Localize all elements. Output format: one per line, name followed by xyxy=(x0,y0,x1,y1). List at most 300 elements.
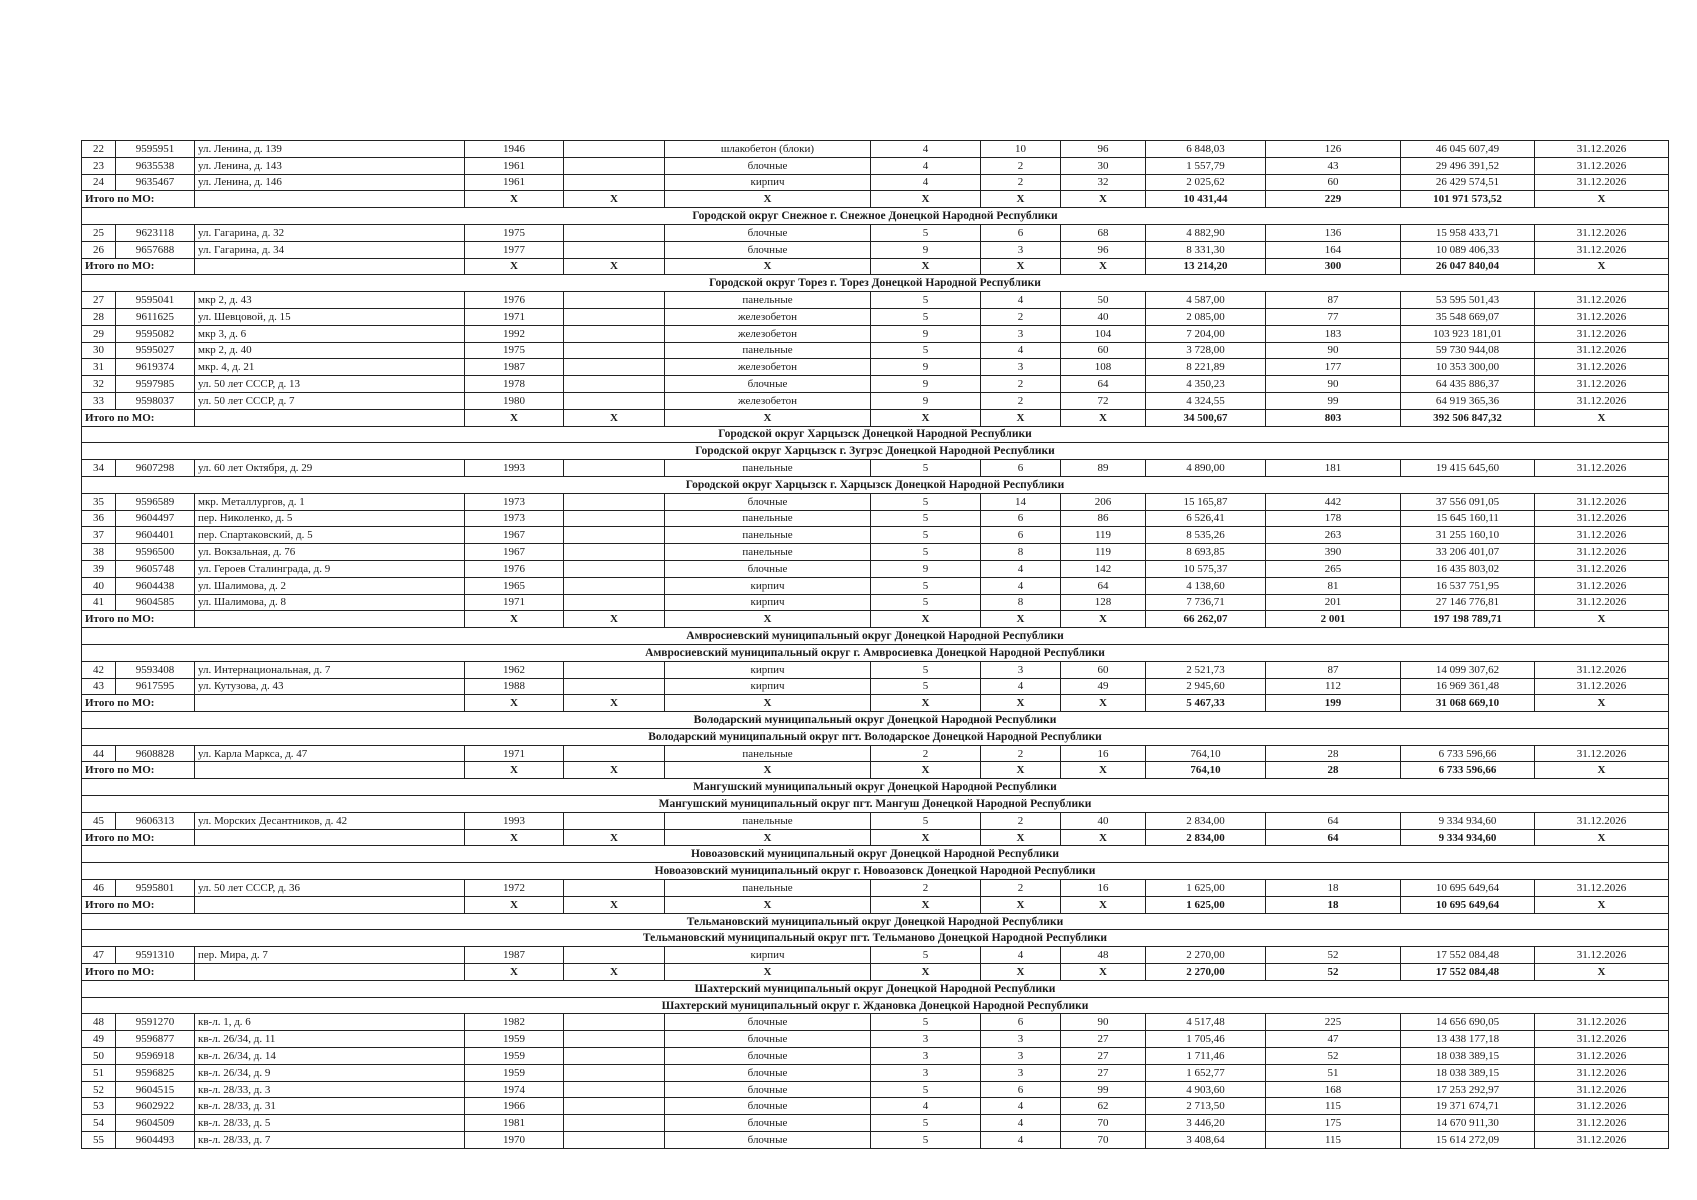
cell-cost: 10 353 300,00 xyxy=(1401,359,1535,376)
total-row xyxy=(82,829,1669,846)
cell-address: кв-л. 26/34, д. 11 xyxy=(195,1031,465,1048)
cell-residents: 115 xyxy=(1266,1132,1401,1149)
cell-area: 8 693,85 xyxy=(1146,544,1266,561)
table-row xyxy=(82,1064,1669,1081)
cell-apartments: 70 xyxy=(1061,1132,1146,1149)
cell-material: панельные xyxy=(665,292,871,309)
cell-blank xyxy=(564,224,665,241)
cell-deadline: 31.12.2026 xyxy=(1535,157,1669,174)
cell-deadline: 31.12.2026 xyxy=(1535,560,1669,577)
total-label: Итого по МО: xyxy=(82,611,195,628)
cell-floors: 9 xyxy=(871,241,981,258)
cell-floors: 3 xyxy=(871,1064,981,1081)
cell-cost: 16 435 803,02 xyxy=(1401,560,1535,577)
cell-apartments: 27 xyxy=(1061,1031,1146,1048)
total-cell-material: X xyxy=(665,191,871,208)
total-cell-address xyxy=(195,829,465,846)
cell-floors: 5 xyxy=(871,661,981,678)
cell-entrances: 3 xyxy=(981,325,1061,342)
total-cell-area: 5 467,33 xyxy=(1146,695,1266,712)
cell-cost: 14 656 690,05 xyxy=(1401,1014,1535,1031)
cell-code: 9595027 xyxy=(116,342,195,359)
cell-cost: 18 038 389,15 xyxy=(1401,1048,1535,1065)
cell-address: ул. Кутузова, д. 43 xyxy=(195,678,465,695)
cell-code: 9596500 xyxy=(116,544,195,561)
cell-address: ул. Вокзальная, д. 76 xyxy=(195,544,465,561)
section-header-row xyxy=(82,913,1669,930)
cell-floors: 4 xyxy=(871,1098,981,1115)
section-header: Новоазовский муниципальный округ г. Новоазовск Донецкой Народной Республики xyxy=(82,863,1669,880)
cell-area: 1 557,79 xyxy=(1146,157,1266,174)
cell-material: блочные xyxy=(665,1098,871,1115)
cell-address: ул. 60 лет Октября, д. 29 xyxy=(195,460,465,477)
section-header-row xyxy=(82,728,1669,745)
cell-year: 1975 xyxy=(465,224,564,241)
total-row xyxy=(82,258,1669,275)
cell-area: 764,10 xyxy=(1146,745,1266,762)
cell-floors: 2 xyxy=(871,745,981,762)
total-cell-apartments: X xyxy=(1061,191,1146,208)
table-row xyxy=(82,577,1669,594)
cell-num: 27 xyxy=(82,292,116,309)
cell-cost: 19 415 645,60 xyxy=(1401,460,1535,477)
total-cell-entrances: X xyxy=(981,896,1061,913)
cell-year: 1971 xyxy=(465,594,564,611)
cell-address: мкр 2, д. 43 xyxy=(195,292,465,309)
cell-floors: 5 xyxy=(871,292,981,309)
total-cell-cost: 392 506 847,32 xyxy=(1401,409,1535,426)
cell-deadline: 31.12.2026 xyxy=(1535,460,1669,477)
total-cell-material: X xyxy=(665,611,871,628)
table-row xyxy=(82,947,1669,964)
table-row xyxy=(82,527,1669,544)
cell-year: 1993 xyxy=(465,812,564,829)
cell-deadline: 31.12.2026 xyxy=(1535,1064,1669,1081)
total-row xyxy=(82,896,1669,913)
total-cell-year: X xyxy=(465,762,564,779)
cell-blank xyxy=(564,292,665,309)
cell-code: 9604497 xyxy=(116,510,195,527)
cell-num: 22 xyxy=(82,141,116,158)
total-cell-entrances: X xyxy=(981,695,1061,712)
section-header: Городской округ Харцызск Донецкой Народной Республики xyxy=(82,426,1669,443)
cell-floors: 5 xyxy=(871,527,981,544)
cell-deadline: 31.12.2026 xyxy=(1535,1132,1669,1149)
cell-blank xyxy=(564,141,665,158)
cell-num: 47 xyxy=(82,947,116,964)
cell-code: 9595801 xyxy=(116,880,195,897)
cell-floors: 5 xyxy=(871,460,981,477)
cell-residents: 87 xyxy=(1266,661,1401,678)
total-cell-residents: 229 xyxy=(1266,191,1401,208)
table-row xyxy=(82,1014,1669,1031)
table-row xyxy=(82,1031,1669,1048)
cell-residents: 178 xyxy=(1266,510,1401,527)
total-cell-material: X xyxy=(665,829,871,846)
section-header: Мангушский муниципальный округ пгт. Мангуш Донецкой Народной Республики xyxy=(82,796,1669,813)
cell-material: блочные xyxy=(665,560,871,577)
cell-blank xyxy=(564,1064,665,1081)
cell-apartments: 48 xyxy=(1061,947,1146,964)
total-cell-material: X xyxy=(665,896,871,913)
cell-floors: 4 xyxy=(871,174,981,191)
cell-floors: 5 xyxy=(871,1115,981,1132)
cell-apartments: 68 xyxy=(1061,224,1146,241)
cell-material: блочные xyxy=(665,1115,871,1132)
cell-apartments: 72 xyxy=(1061,392,1146,409)
total-cell-year: X xyxy=(465,611,564,628)
cell-entrances: 4 xyxy=(981,1132,1061,1149)
cell-blank xyxy=(564,157,665,174)
cell-area: 8 535,26 xyxy=(1146,527,1266,544)
cell-entrances: 4 xyxy=(981,577,1061,594)
cell-apartments: 16 xyxy=(1061,880,1146,897)
cell-area: 2 521,73 xyxy=(1146,661,1266,678)
section-header: Городской округ Харцызск г. Зугрэс Донецкой Народной Республики xyxy=(82,443,1669,460)
cell-residents: 99 xyxy=(1266,392,1401,409)
total-cell-residents: 300 xyxy=(1266,258,1401,275)
total-cell-residents: 803 xyxy=(1266,409,1401,426)
table-row xyxy=(82,342,1669,359)
cell-num: 28 xyxy=(82,308,116,325)
cell-cost: 35 548 669,07 xyxy=(1401,308,1535,325)
cell-deadline: 31.12.2026 xyxy=(1535,174,1669,191)
total-cell-area: 2 270,00 xyxy=(1146,964,1266,981)
cell-deadline: 31.12.2026 xyxy=(1535,141,1669,158)
cell-year: 1959 xyxy=(465,1031,564,1048)
cell-year: 1993 xyxy=(465,460,564,477)
total-cell-blank: X xyxy=(564,695,665,712)
cell-floors: 5 xyxy=(871,812,981,829)
cell-deadline: 31.12.2026 xyxy=(1535,1014,1669,1031)
cell-num: 53 xyxy=(82,1098,116,1115)
total-row xyxy=(82,762,1669,779)
cell-address: ул. Морских Десантников, д. 42 xyxy=(195,812,465,829)
cell-address: ул. Гагарина, д. 34 xyxy=(195,241,465,258)
cell-area: 2 713,50 xyxy=(1146,1098,1266,1115)
cell-address: ул. Шевцовой, д. 15 xyxy=(195,308,465,325)
cell-num: 35 xyxy=(82,493,116,510)
total-cell-residents: 199 xyxy=(1266,695,1401,712)
cell-cost: 17 253 292,97 xyxy=(1401,1081,1535,1098)
cell-code: 9604509 xyxy=(116,1115,195,1132)
cell-apartments: 62 xyxy=(1061,1098,1146,1115)
cell-area: 2 085,00 xyxy=(1146,308,1266,325)
cell-year: 1974 xyxy=(465,1081,564,1098)
total-cell-year: X xyxy=(465,409,564,426)
cell-code: 9596877 xyxy=(116,1031,195,1048)
cell-residents: 90 xyxy=(1266,342,1401,359)
cell-material: железобетон xyxy=(665,308,871,325)
cell-apartments: 96 xyxy=(1061,141,1146,158)
total-cell-cost: 6 733 596,66 xyxy=(1401,762,1535,779)
cell-code: 9602922 xyxy=(116,1098,195,1115)
cell-area: 4 587,00 xyxy=(1146,292,1266,309)
cell-blank xyxy=(564,745,665,762)
table-row xyxy=(82,392,1669,409)
cell-apartments: 70 xyxy=(1061,1115,1146,1132)
cell-entrances: 3 xyxy=(981,1031,1061,1048)
cell-blank xyxy=(564,460,665,477)
cell-floors: 4 xyxy=(871,141,981,158)
total-cell-material: X xyxy=(665,695,871,712)
cell-area: 4 882,90 xyxy=(1146,224,1266,241)
cell-residents: 126 xyxy=(1266,141,1401,158)
cell-blank xyxy=(564,1048,665,1065)
cell-residents: 52 xyxy=(1266,1048,1401,1065)
cell-year: 1978 xyxy=(465,376,564,393)
cell-floors: 5 xyxy=(871,678,981,695)
cell-residents: 87 xyxy=(1266,292,1401,309)
total-cell-cost: 26 047 840,04 xyxy=(1401,258,1535,275)
cell-address: мкр. 4, д. 21 xyxy=(195,359,465,376)
cell-entrances: 4 xyxy=(981,1098,1061,1115)
cell-num: 23 xyxy=(82,157,116,174)
cell-num: 54 xyxy=(82,1115,116,1132)
cell-year: 1959 xyxy=(465,1064,564,1081)
total-cell-entrances: X xyxy=(981,964,1061,981)
total-cell-area: 34 500,67 xyxy=(1146,409,1266,426)
cell-apartments: 86 xyxy=(1061,510,1146,527)
total-cell-blank: X xyxy=(564,191,665,208)
cell-area: 1 625,00 xyxy=(1146,880,1266,897)
cell-code: 9604493 xyxy=(116,1132,195,1149)
total-row xyxy=(82,611,1669,628)
total-label: Итого по МО: xyxy=(82,258,195,275)
total-cell-deadline: X xyxy=(1535,611,1669,628)
cell-code: 9635467 xyxy=(116,174,195,191)
section-header: Тельмановский муниципальный округ пгт. Тельманово Донецкой Народной Республики xyxy=(82,930,1669,947)
cell-num: 31 xyxy=(82,359,116,376)
cell-residents: 225 xyxy=(1266,1014,1401,1031)
cell-floors: 3 xyxy=(871,1048,981,1065)
cell-residents: 201 xyxy=(1266,594,1401,611)
table-row xyxy=(82,560,1669,577)
cell-residents: 81 xyxy=(1266,577,1401,594)
cell-address: ул. Шалимова, д. 2 xyxy=(195,577,465,594)
cell-entrances: 2 xyxy=(981,812,1061,829)
total-cell-apartments: X xyxy=(1061,258,1146,275)
cell-apartments: 90 xyxy=(1061,1014,1146,1031)
cell-num: 30 xyxy=(82,342,116,359)
cell-cost: 18 038 389,15 xyxy=(1401,1064,1535,1081)
cell-blank xyxy=(564,308,665,325)
table-row xyxy=(82,544,1669,561)
cell-floors: 9 xyxy=(871,392,981,409)
cell-cost: 16 537 751,95 xyxy=(1401,577,1535,594)
cell-num: 36 xyxy=(82,510,116,527)
total-cell-blank: X xyxy=(564,762,665,779)
table-row xyxy=(82,157,1669,174)
cell-year: 1980 xyxy=(465,392,564,409)
cell-apartments: 27 xyxy=(1061,1064,1146,1081)
cell-entrances: 4 xyxy=(981,947,1061,964)
cell-deadline: 31.12.2026 xyxy=(1535,1081,1669,1098)
total-cell-blank: X xyxy=(564,409,665,426)
cell-residents: 181 xyxy=(1266,460,1401,477)
table-row xyxy=(82,880,1669,897)
cell-area: 1 705,46 xyxy=(1146,1031,1266,1048)
cell-num: 33 xyxy=(82,392,116,409)
table-row xyxy=(82,1081,1669,1098)
cell-num: 38 xyxy=(82,544,116,561)
cell-cost: 6 733 596,66 xyxy=(1401,745,1535,762)
cell-residents: 60 xyxy=(1266,174,1401,191)
total-row xyxy=(82,964,1669,981)
cell-material: железобетон xyxy=(665,325,871,342)
total-row xyxy=(82,191,1669,208)
cell-floors: 5 xyxy=(871,1132,981,1149)
cell-cost: 19 371 674,71 xyxy=(1401,1098,1535,1115)
cell-deadline: 31.12.2026 xyxy=(1535,292,1669,309)
cell-year: 1971 xyxy=(465,308,564,325)
total-cell-address xyxy=(195,409,465,426)
cell-code: 9657688 xyxy=(116,241,195,258)
cell-code: 9611625 xyxy=(116,308,195,325)
cell-code: 9597985 xyxy=(116,376,195,393)
cell-residents: 263 xyxy=(1266,527,1401,544)
section-header-row xyxy=(82,846,1669,863)
cell-material: панельные xyxy=(665,745,871,762)
total-row xyxy=(82,695,1669,712)
cell-residents: 43 xyxy=(1266,157,1401,174)
cell-num: 48 xyxy=(82,1014,116,1031)
total-cell-deadline: X xyxy=(1535,695,1669,712)
cell-address: пер. Николенко, д. 5 xyxy=(195,510,465,527)
cell-area: 6 526,41 xyxy=(1146,510,1266,527)
cell-code: 9593408 xyxy=(116,661,195,678)
table-row xyxy=(82,812,1669,829)
cell-deadline: 31.12.2026 xyxy=(1535,812,1669,829)
cell-blank xyxy=(564,1081,665,1098)
section-header: Городской округ Снежное г. Снежное Донецкой Народной Республики xyxy=(82,208,1669,225)
cell-area: 2 025,62 xyxy=(1146,174,1266,191)
total-cell-cost: 10 695 649,64 xyxy=(1401,896,1535,913)
cell-residents: 115 xyxy=(1266,1098,1401,1115)
cell-cost: 13 438 177,18 xyxy=(1401,1031,1535,1048)
cell-blank xyxy=(564,527,665,544)
table-row xyxy=(82,1098,1669,1115)
total-cell-apartments: X xyxy=(1061,829,1146,846)
cell-cost: 10 089 406,33 xyxy=(1401,241,1535,258)
cell-material: блочные xyxy=(665,1081,871,1098)
cell-entrances: 4 xyxy=(981,560,1061,577)
total-cell-apartments: X xyxy=(1061,611,1146,628)
total-cell-address xyxy=(195,258,465,275)
cell-entrances: 2 xyxy=(981,376,1061,393)
total-cell-deadline: X xyxy=(1535,409,1669,426)
cell-floors: 9 xyxy=(871,359,981,376)
total-cell-year: X xyxy=(465,695,564,712)
cell-address: ул. Гагарина, д. 32 xyxy=(195,224,465,241)
table-row xyxy=(82,661,1669,678)
cell-cost: 53 595 501,43 xyxy=(1401,292,1535,309)
cell-num: 40 xyxy=(82,577,116,594)
cell-apartments: 142 xyxy=(1061,560,1146,577)
cell-floors: 5 xyxy=(871,1014,981,1031)
cell-address: ул. Интернациональная, д. 7 xyxy=(195,661,465,678)
cell-deadline: 31.12.2026 xyxy=(1535,241,1669,258)
total-cell-blank: X xyxy=(564,258,665,275)
total-label: Итого по МО: xyxy=(82,409,195,426)
cell-area: 3 728,00 xyxy=(1146,342,1266,359)
cell-cost: 14 670 911,30 xyxy=(1401,1115,1535,1132)
cell-apartments: 27 xyxy=(1061,1048,1146,1065)
total-cell-address xyxy=(195,964,465,981)
cell-code: 9605748 xyxy=(116,560,195,577)
section-header-row xyxy=(82,980,1669,997)
cell-apartments: 32 xyxy=(1061,174,1146,191)
section-header: Новоазовский муниципальный округ Донецкой Народной Республики xyxy=(82,846,1669,863)
cell-address: мкр. Металлургов, д. 1 xyxy=(195,493,465,510)
cell-year: 1973 xyxy=(465,493,564,510)
cell-apartments: 64 xyxy=(1061,577,1146,594)
cell-num: 25 xyxy=(82,224,116,241)
total-cell-floors: X xyxy=(871,258,981,275)
cell-residents: 390 xyxy=(1266,544,1401,561)
cell-residents: 177 xyxy=(1266,359,1401,376)
section-header: Городской округ Харцызск г. Харцызск Донецкой Народной Республики xyxy=(82,476,1669,493)
cell-blank xyxy=(564,174,665,191)
cell-deadline: 31.12.2026 xyxy=(1535,947,1669,964)
cell-area: 7 204,00 xyxy=(1146,325,1266,342)
total-label: Итого по МО: xyxy=(82,829,195,846)
cell-material: блочные xyxy=(665,376,871,393)
cell-area: 8 221,89 xyxy=(1146,359,1266,376)
table-row xyxy=(82,745,1669,762)
cell-cost: 46 045 607,49 xyxy=(1401,141,1535,158)
total-cell-area: 66 262,07 xyxy=(1146,611,1266,628)
total-cell-address xyxy=(195,191,465,208)
section-header-row xyxy=(82,997,1669,1014)
cell-material: блочные xyxy=(665,1132,871,1149)
table-row xyxy=(82,678,1669,695)
cell-num: 42 xyxy=(82,661,116,678)
cell-code: 9619374 xyxy=(116,359,195,376)
cell-year: 1946 xyxy=(465,141,564,158)
total-cell-address xyxy=(195,762,465,779)
table-row xyxy=(82,1132,1669,1149)
cell-residents: 52 xyxy=(1266,947,1401,964)
cell-address: ул. Ленина, д. 143 xyxy=(195,157,465,174)
cell-floors: 9 xyxy=(871,376,981,393)
cell-year: 1961 xyxy=(465,157,564,174)
cell-blank xyxy=(564,1098,665,1115)
cell-year: 1967 xyxy=(465,544,564,561)
cell-material: панельные xyxy=(665,342,871,359)
total-cell-area: 13 214,20 xyxy=(1146,258,1266,275)
cell-code: 9607298 xyxy=(116,460,195,477)
table-row xyxy=(82,1115,1669,1132)
cell-residents: 442 xyxy=(1266,493,1401,510)
cell-year: 1961 xyxy=(465,174,564,191)
total-label: Итого по МО: xyxy=(82,896,195,913)
cell-apartments: 60 xyxy=(1061,342,1146,359)
cell-deadline: 31.12.2026 xyxy=(1535,527,1669,544)
total-cell-entrances: X xyxy=(981,829,1061,846)
table-row xyxy=(82,325,1669,342)
cell-floors: 5 xyxy=(871,544,981,561)
cell-deadline: 31.12.2026 xyxy=(1535,493,1669,510)
cell-blank xyxy=(564,812,665,829)
cell-address: кв-л. 26/34, д. 9 xyxy=(195,1064,465,1081)
cell-blank xyxy=(564,544,665,561)
cell-cost: 16 969 361,48 xyxy=(1401,678,1535,695)
cell-year: 1975 xyxy=(465,342,564,359)
cell-entrances: 8 xyxy=(981,544,1061,561)
cell-residents: 28 xyxy=(1266,745,1401,762)
cell-cost: 27 146 776,81 xyxy=(1401,594,1535,611)
